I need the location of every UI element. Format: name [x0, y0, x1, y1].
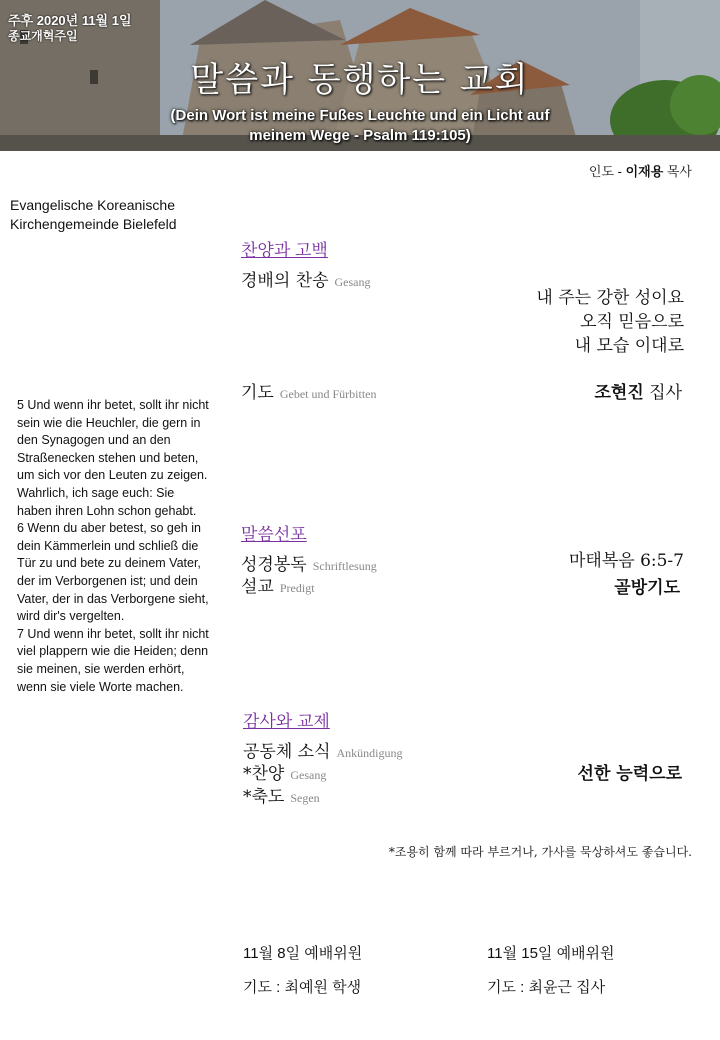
verse-line-2: meinem Wege - Psalm 119:105) [249, 127, 471, 144]
order-item-hymn [243, 759, 326, 784]
prayer-person [594, 378, 682, 403]
order-item-praise [241, 266, 371, 291]
leader-title: 목사 [663, 164, 692, 179]
sermon-title: 골방기도 [614, 578, 680, 598]
leader-sep: - [614, 164, 626, 179]
song-title: 내 주는 강한 성이요 [536, 288, 684, 308]
order-item-prayer [241, 378, 377, 403]
song-title: 오직 믿음으로 [580, 312, 684, 332]
order-item-subtitle: Gebet und Fürbitten [279, 387, 377, 401]
order-item-label: 설교 [241, 577, 274, 597]
church-name-line: Evangelische Koreanische [10, 197, 175, 213]
duty-heading: 11월 8일 예배위원 [243, 945, 363, 962]
service-leader [589, 161, 692, 180]
hymn-title: 선한 능력으로 [577, 764, 682, 784]
song-title: 내 모습 이대로 [574, 336, 684, 356]
section-heading-word: 말씀선포 [241, 525, 307, 544]
prayer-person-name: 조현진 [594, 383, 644, 403]
duty-line: 기도 : 최예원 학생 [243, 979, 362, 996]
order-item-sermon [241, 572, 315, 597]
bible-verse: 6 Wenn du aber betest, so geh in dein Kämmerlein und schließ die Tür zu und bete zu deinem Vater, der im Verborgenen ist; und dein Vater, der in das Verborgene sieht, wird dir's vergelten. [17, 521, 209, 624]
verse-line-1: (Dein Wort ist meine Fußes Leuchte und ein Licht auf [170, 107, 550, 124]
order-item-blessing [243, 782, 320, 807]
leader-role: 인도 [588, 164, 615, 179]
order-item-subtitle: Segen [290, 791, 320, 805]
order-item-label: 성경봉독 [241, 555, 307, 575]
order-item-subtitle: Gesang [290, 768, 327, 782]
leader-name: 이재용 [625, 164, 664, 179]
order-item-label: 기도 [241, 383, 274, 403]
section-heading-thanks: 감사와 교제 [243, 712, 330, 731]
song-list [536, 286, 684, 358]
reading-reference: 마태복음 6:5-7 [568, 551, 684, 571]
church-motto-title: 말씀과 동행하는 교회 [190, 60, 530, 100]
prayer-person-title: 집사 [643, 383, 682, 403]
motto-verse [150, 106, 570, 146]
service-date: 주후 2020년 11월 1일 [8, 13, 132, 28]
header-banner [0, 0, 720, 151]
order-item-subtitle: Predigt [279, 581, 315, 595]
order-item-subtitle: Schriftlesung [312, 559, 377, 573]
church-name [10, 196, 220, 234]
bible-verse: 5 Und wenn ihr betet, sollt ihr nicht sein wie die Heuchler, die gern in den Synagogen und an den Straßenecken stehen und beten, um sich vor den Leuten zu zeigen. Wahrlich, ich sage euch: Sie haben ihren Lohn schon gehabt. [17, 398, 209, 518]
footnote: *조용히 함께 따라 부르거나, 가사를 묵상하셔도 좋습니다. [388, 845, 692, 859]
order-item-label: 공동체 소식 [243, 742, 331, 762]
bible-passage [17, 397, 209, 696]
duty-line: 기도 : 최윤근 집사 [487, 979, 606, 996]
order-item-subtitle: Gesang [334, 275, 371, 289]
sunday-name: 종교개혁주일 [8, 29, 78, 43]
section-heading-praise: 찬양과 고백 [241, 241, 328, 260]
order-item-label: *찬양 [243, 764, 285, 784]
duty-heading: 11월 15일 예배위원 [487, 945, 615, 962]
order-item-label: *축도 [243, 787, 285, 807]
order-item-subtitle: Ankündigung [336, 746, 403, 760]
order-item-label: 경배의 찬송 [241, 271, 329, 291]
bible-verse: 7 Und wenn ihr betet, sollt ihr nicht viel plappern wie die Heiden; denn sie meinen, sie werden erhört, wenn sie viele Worte machen. [17, 626, 209, 694]
church-name-line: Kirchengemeinde Bielefeld [10, 216, 177, 232]
